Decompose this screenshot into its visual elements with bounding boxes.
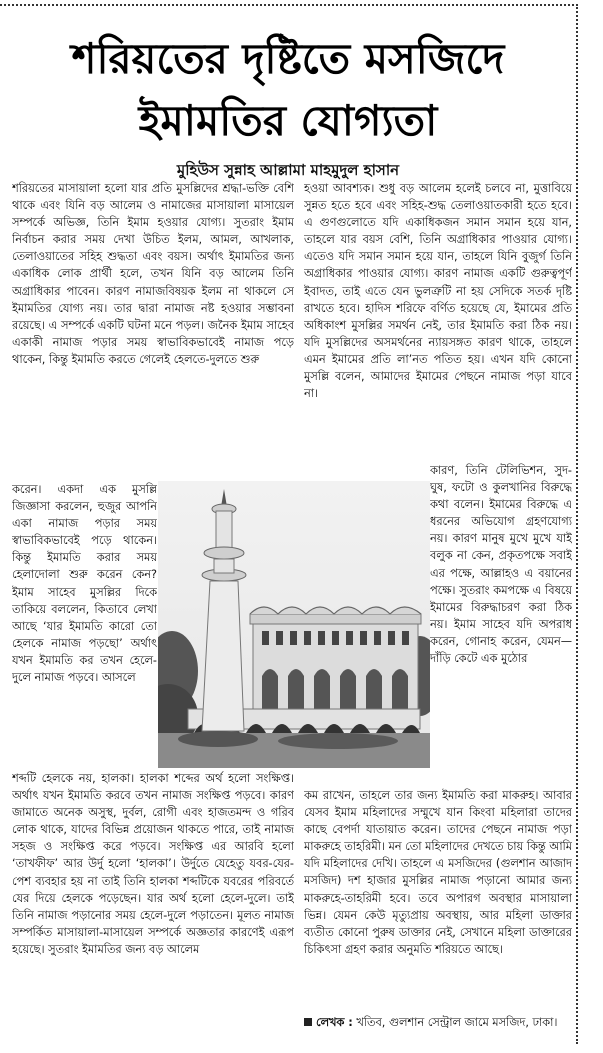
page-border-top [0,4,578,6]
author-credit-text: খতিব, গুলশান সেন্ট্রাল জামে মসজিদ, ঢাকা। [356,1016,558,1029]
column-1-bottom: শব্দটি হেলকে নয়, হালকা। হালকা শব্দের অর্থ হলো সংক্ষিপ্ত। অর্থাৎ যখন ইমামতি করবে তখন নামাজ সংক্ষিপ্ত পড়বে। কারণ জামাতে অনেক অসুস্থ, দুর্বল, রোগী এবং হাজতমন্দ ও গরিব লোক থাকে, যাদের বিভিন্ন প্রয়োজন থাকতে পারে, তাই নামাজ সহজ ও সংক্ষিপ্ত করে পড়বে। সংক্ষিপ্ত এর আরবি হলো ‘তাখফীফ’ আর উর্দু হলো ‘হালকা’। উর্দুতে যেহেতু যবর-যের-পেশ ব্যবহার হয় না তাই তিনি হালকা শব্দটিকে যবরের পরিবর্তে যের দিয়ে হেলকে পড়েছেন। যার অর্থ হলো হেলে-দুলে। তাই তিনি নামাজ পড়ানোর সময় হেলে-দুলে পড়াতেন। মূলত নামাজ সম্পর্কিত মাসায়ালা-মাসায়েল সম্পর্কে অজ্ঞতার কারণেই এরূপ হয়েছে। সুতরাং ইমামতির জন্য বড় আলেম [12,772,294,956]
mosque-illustration [158,481,430,768]
column-2-top: হওয়া আবশ্যক। শুধু বড় আলেম হলেই চলবে না, মুত্তাবিয়ে সুন্নত হতে হবে এবং সহিহ-শুদ্ধ তেলাওয়াতকারী হতে হবে। এ গুণগুলোতে যদি একাধিকজন সমান সমান হয়ে যান, তাহলে যার বয়স বেশি, তিনি অগ্রাধিকার পাওয়ার যোগ্য। এতেও যদি সমান সমান হয়ে যান, তাহলে যিনি বুজুর্গ তিনি অগ্রাধিকার পাওয়ার যোগ্য। কারণ নামাজ একটি গুরুত্বপূর্ণ ইবাদত, তাই এতে যেন ভুলত্রুটি না হয় সেদিকে সতর্ক দৃষ্টি রাখতে হবে। হাদিস শরিফে বর্ণিত হয়েছে যে, ইমামের প্রতি অধিকাংশ মুসল্লির সমর্থন নেই, তার ইমামতি করা ঠিক নয়। যদি মুসল্লিদের অসমর্থনের ন্যায়সঙ্গত কারণ থাকে, তাহলে এমন ইমামের প্রতি লা’নত পতিত হয়। এখন যদি কোনো মুসল্লি বলেন, আমাদের ইমামের পেছনে নামাজ পড়া যাবে না। [304,182,572,401]
headline-line-2: ইমামতির যোগ্যতা [138,96,438,145]
page-border-right [576,4,578,1044]
column-2-bottom: কম রাখেন, তাহলে তার জন্য ইমামতি করা মাকরুহ। আবার যেসব ইমাম মহিলাদের সম্মুখে যান কিংবা মহিলারা তাদের কাছে বেপর্দা যাতায়াত করেন। তাদের পেছনে নামাজ পড়া মাকরুহে তাহরিমী। মন তো মহিলাদের দেখতে চায় কিন্তু আমি যদি মহিলাদের দেখি। তাহলে এ মসজিদের (গুলশান আজাদ মসজিদ) দশ হাজার মুসল্লির নামাজ পড়ানো আমার জন্য মাকরুহে-তাহরিমী হবে। তবে অপারগ অবস্থার মাসায়ালা ভিন্ন। যেমন কেউ মৃত্যুপ্রায় অবস্থায়, আর মহিলা ডাক্তার ব্যতীত কোনো পুরুষ ডাক্তার নেই, সেখানে মহিলা ডাক্তারের চিকিৎসা গ্রহণ করার অনুমতি শরিয়তে আছে। [304,789,572,956]
column-2-narrow: কারণ, তিনি টেলিভিশন, সুদ-ঘুষ, ফটো ও কুলখানির বিরুদ্ধে কথা বলেন। ইমামের বিরুদ্ধে এ ধরনের অভিযোগ গ্রহণযোগ্য নয়। কারণ মানুষ মুখে মুখে যাই বলুক না কেন, প্রকৃতপক্ষে সবাই এর পক্ষে, আল্লাহও এ বয়ানের পক্ষে। সুতরাং কমপক্ষে এ বিষয়ে ইমামের বিরুদ্ধাচরণ করা ঠিক নয়। ইমাম সাহেব যদি অপরাধ করেন, গোনাহ করেন, যেমন—দাঁড়ি কেটে এক মুঠোর [430,464,572,666]
author-credit-label: লেখক : [316,1016,353,1029]
author-byline: মুহিউস সুন্নাহ আল্লামা মাহমুদুল হাসান [176,161,400,179]
column-1-narrow: করেন। একদা এক মুসল্লি জিজ্ঞাসা করলেন, হুজুর আপনি একা নামাজ পড়ার সময় স্বাভাবিকভাবেই পড়ে থাকেন। কিন্তু ইমামতি করার সময় হেলাদোলা শুরু করেন কেন? ইমাম সাহেব মুসল্লির দিকে তাকিয়ে বললেন, কিতাবে লেখা আছে ‘যার ইমামতি কারো তো হেলকে নামাজ পড়ছো’ অর্থাৎ যখন ইমামতি কর তখন হেলে-দুলে নামাজ পড়বে। আসলে [12,483,157,685]
mosque-photo [158,481,430,768]
bullet-square-icon [304,1018,312,1026]
author-credit [304,1014,576,1031]
headline-line-1: শরিয়তের দৃষ্টিতে মসজিদে [71,34,505,83]
column-1-top: শরিয়তের মাসায়ালা হলো যার প্রতি মুসল্লিদের শ্রদ্ধা-ভক্তি বেশি থাকে এবং যিনি বড় আলেম ও নামাজের মাসায়ালা মাসায়েল সম্পর্কে অভিজ্ঞ, তিনি ইমাম হওয়ার যোগ্য। সুতরাং ইমাম নির্বাচন করার সময় দেখা উচিত ইলম, আমল, আখলাক, তেলাওয়াতের সহিহ শুদ্ধতা এবং বয়স। অর্থাৎ ইমামতির জন্য একাধিক লোক প্রার্থী হলে, তখন যিনি বড় আলেম তিনি অগ্রাধিকার পাবেন। কারণ নামাজবিষয়ক ইলম না থাকলে সে ইমামতির যোগ্য নয়। তার দ্বারা নামাজ নষ্ট হওয়ার সম্ভাবনা রয়েছে। এ সম্পর্কে একটি ঘটনা মনে পড়ল। জনৈক ইমাম সাহেব একাকী নামাজ পড়ার সময় স্বাভাবিকভাবেই নামাজ পড়ে থাকেন, কিন্তু ইমামতি করতে গেলেই হেলতে-দুলতে শুরু [12,182,294,366]
